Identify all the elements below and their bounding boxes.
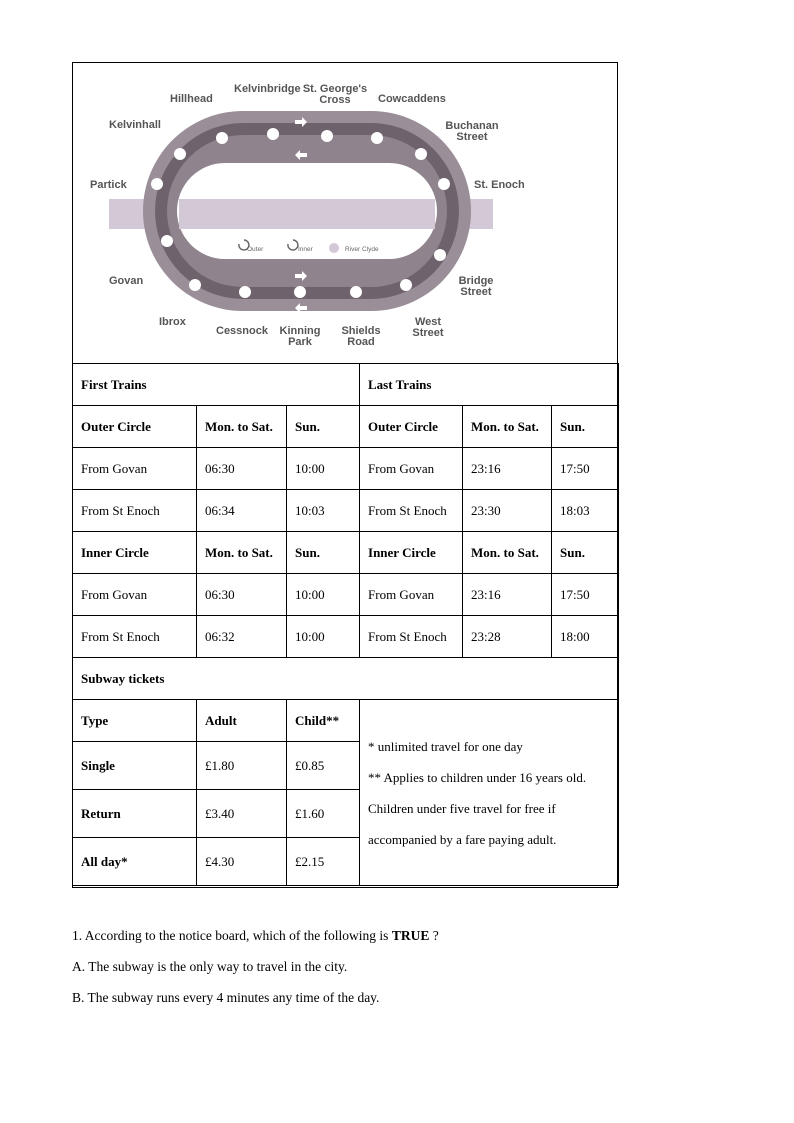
first-outer-from: From Govan <box>73 448 197 490</box>
tickets-columns-row <box>73 700 619 742</box>
station-dot-govan-b <box>189 279 201 291</box>
station-dot-govan-a <box>161 235 173 247</box>
last-inner-mon-sat: 23:28 <box>463 616 552 658</box>
table-row <box>73 448 619 490</box>
station-dot-cessnock <box>239 286 251 298</box>
option-a: A. The subway is the only way to travel in the city. <box>72 959 348 974</box>
ticket-adult-price: £1.80 <box>197 742 287 790</box>
ticket-col-type: Type <box>73 700 197 742</box>
train-times-header-row <box>73 364 619 406</box>
first-outer-col-mon-sat: Mon. to Sat. <box>197 406 287 448</box>
station-dot-kelvinbridge <box>267 128 279 140</box>
station-dot-shields-road <box>350 286 362 298</box>
ticket-child-price: £2.15 <box>287 838 360 886</box>
last-trains-heading: Last Trains <box>360 364 619 406</box>
last-outer-mon-sat: 23:16 <box>463 448 552 490</box>
option-b: B. The subway runs every 4 minutes any time of the day. <box>72 990 380 1005</box>
ticket-type: Single <box>73 742 197 790</box>
last-outer-col-mon-sat: Mon. to Sat. <box>463 406 552 448</box>
first-inner-from: From Govan <box>73 574 197 616</box>
table-row <box>73 574 619 616</box>
table-row <box>73 616 619 658</box>
station-dot-hillhead <box>216 132 228 144</box>
question-stem-end: ? <box>429 928 439 943</box>
label-buchanan-line2: Street <box>456 131 488 143</box>
station-dot-st-enoch <box>438 178 450 190</box>
subway-map <box>73 63 617 364</box>
first-inner-sun: 10:00 <box>287 616 360 658</box>
ticket-notes <box>360 700 619 886</box>
legend-river: River Clyde <box>345 246 379 253</box>
ticket-child-price: £1.60 <box>287 790 360 838</box>
first-inner-title: Inner Circle <box>73 532 197 574</box>
label-cowcaddens: Cowcaddens <box>378 93 446 105</box>
label-kinning-line1: Kinning <box>279 325 321 337</box>
last-inner-title: Inner Circle <box>360 532 463 574</box>
first-outer-title: Outer Circle <box>73 406 197 448</box>
last-inner-col-mon-sat: Mon. to Sat. <box>463 532 552 574</box>
first-trains-heading: First Trains <box>73 364 360 406</box>
label-ibrox: Ibrox <box>159 316 186 328</box>
first-inner-mon-sat: 06:30 <box>197 574 287 616</box>
station-dot-kelvinhall <box>174 148 186 160</box>
ticket-col-child: Child** <box>287 700 360 742</box>
last-outer-col-sun: Sun. <box>552 406 619 448</box>
station-dot-buchanan <box>415 148 427 160</box>
legend-inner: Inner <box>298 246 313 253</box>
note-line: ** Applies to children under 16 years old. <box>368 769 587 785</box>
first-outer-mon-sat: 06:30 <box>197 448 287 490</box>
label-cessnock: Cessnock <box>216 325 268 337</box>
first-inner-mon-sat: 06:32 <box>197 616 287 658</box>
last-outer-from: From Govan <box>360 448 463 490</box>
station-dot-cowcaddens <box>371 132 383 144</box>
river-clyde-centre <box>179 199 435 229</box>
question-stem-text: 1. According to the notice board, which of the following is <box>72 928 392 943</box>
label-govan: Govan <box>109 275 144 287</box>
last-outer-sun: 17:50 <box>552 448 619 490</box>
station-dot-bridge-street <box>434 249 446 261</box>
label-kelvinhall: Kelvinhall <box>109 119 161 131</box>
first-inner-col-sun: Sun. <box>287 532 360 574</box>
label-bridge-line1: Bridge <box>458 275 494 287</box>
station-dot-st-georges <box>321 130 333 142</box>
first-inner-sun: 10:00 <box>287 574 360 616</box>
note-line: Children under five travel for free if <box>368 800 556 816</box>
legend-outer: Outer <box>247 246 264 253</box>
last-inner-sun: 17:50 <box>552 574 619 616</box>
label-st-georges-line2: Cross <box>319 94 351 106</box>
ticket-type: Return <box>73 790 197 838</box>
station-dot-west-street <box>400 279 412 291</box>
label-partick: Partick <box>90 179 127 191</box>
label-west-line2: Street <box>412 327 444 339</box>
last-inner-mon-sat: 23:16 <box>463 574 552 616</box>
note-line: accompanied by a fare paying adult. <box>368 831 557 847</box>
label-buchanan-line1: Buchanan <box>445 120 499 132</box>
inner-circle-header-row <box>73 532 619 574</box>
last-outer-title: Outer Circle <box>360 406 463 448</box>
label-west-line1: West <box>414 316 442 328</box>
station-dot-kinning-park <box>294 286 306 298</box>
first-outer-mon-sat: 06:34 <box>197 490 287 532</box>
label-st-enoch: St. Enoch <box>474 179 525 191</box>
table-row <box>73 490 619 532</box>
ticket-col-adult: Adult <box>197 700 287 742</box>
last-inner-from: From St Enoch <box>360 616 463 658</box>
subway-tickets-heading: Subway tickets <box>73 658 619 700</box>
last-inner-from: From Govan <box>360 574 463 616</box>
last-outer-mon-sat: 23:30 <box>463 490 552 532</box>
first-outer-col-sun: Sun. <box>287 406 360 448</box>
question-stem-emphasis: TRUE <box>391 928 430 943</box>
label-kelvinbridge: Kelvinbridge <box>234 83 301 95</box>
ticket-adult-price: £3.40 <box>197 790 287 838</box>
ticket-adult-price: £4.30 <box>197 838 287 886</box>
label-kinning-line2: Park <box>288 336 312 348</box>
last-inner-sun: 18:00 <box>552 616 619 658</box>
timetable <box>72 363 619 886</box>
notice-board <box>72 62 618 888</box>
first-outer-sun: 10:03 <box>287 490 360 532</box>
last-outer-from: From St Enoch <box>360 490 463 532</box>
last-outer-sun: 18:03 <box>552 490 619 532</box>
first-outer-sun: 10:00 <box>287 448 360 490</box>
station-dot-partick <box>151 178 163 190</box>
ticket-child-price: £0.85 <box>287 742 360 790</box>
label-shields-line1: Shields <box>341 325 381 337</box>
label-hillhead: Hillhead <box>170 93 213 105</box>
first-outer-from: From St Enoch <box>73 490 197 532</box>
ticket-type: All day* <box>73 838 197 886</box>
first-inner-from: From St Enoch <box>73 616 197 658</box>
note-line: * unlimited travel for one day <box>368 738 523 754</box>
first-inner-col-mon-sat: Mon. to Sat. <box>197 532 287 574</box>
label-bridge-line2: Street <box>460 286 492 298</box>
subway-map-graphic <box>73 63 617 364</box>
river-swatch-icon <box>329 243 339 253</box>
question-stem <box>72 928 439 944</box>
last-inner-col-sun: Sun. <box>552 532 619 574</box>
outer-circle-header-row <box>73 406 619 448</box>
label-st-georges-line1: St. George's <box>302 83 368 95</box>
tickets-header-row <box>73 658 619 700</box>
label-shields-line2: Road <box>347 336 375 348</box>
